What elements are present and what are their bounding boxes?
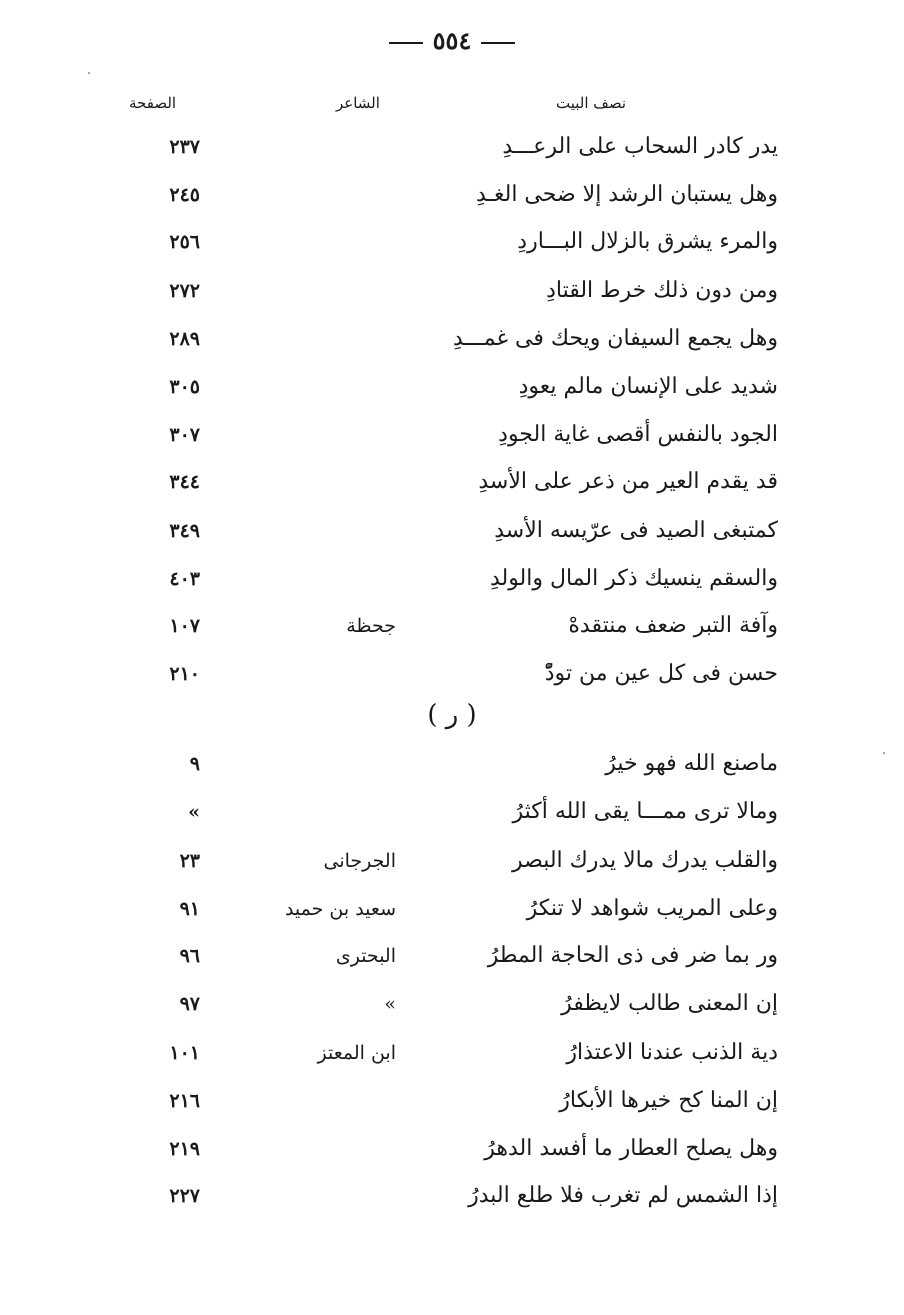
scan-speck: [883, 752, 885, 754]
column-headers: [0, 94, 904, 124]
index-row: [0, 607, 904, 653]
page-reference: ٣٤٤: [169, 471, 200, 493]
poet-name: البحترى: [335, 945, 396, 967]
index-row: [0, 745, 904, 791]
page-reference: »: [188, 801, 200, 823]
verse-hemistich: والقلب يدرك مالا يدرك البصر: [512, 848, 778, 873]
index-row: [0, 655, 904, 701]
verse-hemistich: شديد على الإنسان مالم يعودِ: [518, 374, 778, 399]
poet-name: »: [384, 993, 396, 1015]
page-reference: ٤٠٣: [169, 568, 200, 590]
index-row: [0, 223, 904, 269]
index-row: [0, 1034, 904, 1080]
page-number-text: ٥٥٤: [432, 26, 472, 55]
page-number-dash-left: [481, 42, 515, 44]
index-row: [0, 176, 904, 222]
index-row: [0, 416, 904, 462]
page-reference: ٢٣: [179, 850, 200, 872]
header-poet: الشاعر: [336, 94, 380, 112]
verse-hemistich: إن المعنى طالب لايظفرُ: [561, 991, 778, 1016]
verse-hemistich: وعلى المريب شواهد لا تنكرُ: [526, 896, 778, 921]
index-row: [0, 1082, 904, 1128]
verse-hemistich: وهل يجمع السيفان ويحك فى غمـــدِ: [452, 326, 778, 351]
page-reference: ٩١: [179, 898, 200, 920]
poet-name: سعيد بن حميد: [284, 898, 396, 920]
page-reference: ٢٨٩: [169, 328, 200, 350]
page-number-dash-right: [389, 42, 423, 44]
page-reference: ٩: [189, 753, 200, 775]
page-reference: ٢٣٧: [169, 136, 200, 158]
index-row: [0, 842, 904, 888]
verse-hemistich: والسقم ينسيك ذكر المال والولدِ: [489, 566, 778, 591]
verse-hemistich: ومن دون ذلك خرط القتادِ: [546, 278, 778, 303]
page-reference: ٣٤٩: [169, 520, 200, 542]
page-reference: ٣٠٥: [169, 376, 200, 398]
index-row: [0, 1177, 904, 1223]
verse-hemistich: إن المنا كح خيرها الأبكارُ: [559, 1088, 778, 1113]
verse-hemistich: كمتبغى الصيد فى عرّيسه الأسدِ: [494, 518, 778, 543]
page-reference: ٩٧: [179, 993, 200, 1015]
index-row: [0, 320, 904, 366]
index-row: [0, 890, 904, 936]
index-row: [0, 1130, 904, 1176]
index-row: [0, 272, 904, 318]
header-page: الصفحة: [129, 94, 177, 112]
verse-hemistich: ومالا ترى ممـــا يقى الله أكثرُ: [512, 799, 778, 824]
page-reference: ٢٤٥: [169, 184, 200, 206]
verse-hemistich: قد يقدم العير من ذعر على الأسدِ: [478, 469, 778, 494]
verse-hemistich: الجود بالنفس أقصى غاية الجودِ: [498, 422, 778, 447]
scan-speck: [88, 72, 90, 74]
poet-name: جحظة: [346, 615, 396, 637]
verse-hemistich: ور بما ضر فى ذى الحاجة المطرُ: [487, 943, 778, 968]
page-reference: ٢٧٢: [169, 280, 200, 302]
verse-hemistich: وهل يصلح العطار ما أفسد الدهرُ: [484, 1136, 778, 1161]
poet-name: ابن المعتز: [317, 1042, 396, 1064]
index-row: [0, 985, 904, 1031]
index-row: [0, 128, 904, 174]
page-reference: ٩٦: [179, 945, 200, 967]
poet-name: الجرجانى: [323, 850, 396, 872]
verse-hemistich: حسن فى كل عين من تودّْ: [544, 661, 778, 686]
index-row: [0, 368, 904, 414]
index-row: [0, 937, 904, 983]
index-row: [0, 793, 904, 839]
page-reference: ٢٢٧: [169, 1185, 200, 1207]
page-reference: ٢١٦: [169, 1090, 200, 1112]
verse-hemistich: والمرء يشرق بالزلال البـــاردِ: [517, 229, 778, 254]
verse-hemistich: إذا الشمس لم تغرب فلا طلع البدرُ: [468, 1183, 778, 1208]
index-row: [0, 463, 904, 509]
page-reference: ٢٥٦: [169, 231, 200, 253]
verse-hemistich: وهل يستبان الرشد إلا ضحى الغـدِ: [476, 182, 778, 207]
section-heading-r: ( ر ): [427, 700, 477, 730]
index-row: [0, 560, 904, 606]
verse-hemistich: يدر كادر السحاب على الرعـــدِ: [502, 134, 778, 159]
header-hemistich: نصف البيت: [556, 94, 626, 112]
verse-hemistich: دية الذنب عندنا الاعتذارُ: [566, 1040, 778, 1065]
page-reference: ٢١٩: [169, 1138, 200, 1160]
page-reference: ١٠٧: [169, 615, 200, 637]
page-reference: ٣٠٧: [169, 424, 200, 446]
index-row: [0, 512, 904, 558]
verse-hemistich: وآفة التبر ضعف منتقدهْ: [568, 613, 778, 638]
page-reference: ٢١٠: [169, 663, 200, 685]
verse-hemistich: ماصنع الله فهو خيرُ: [605, 751, 778, 776]
page-reference: ١٠١: [169, 1042, 200, 1064]
page-number: [0, 26, 904, 55]
